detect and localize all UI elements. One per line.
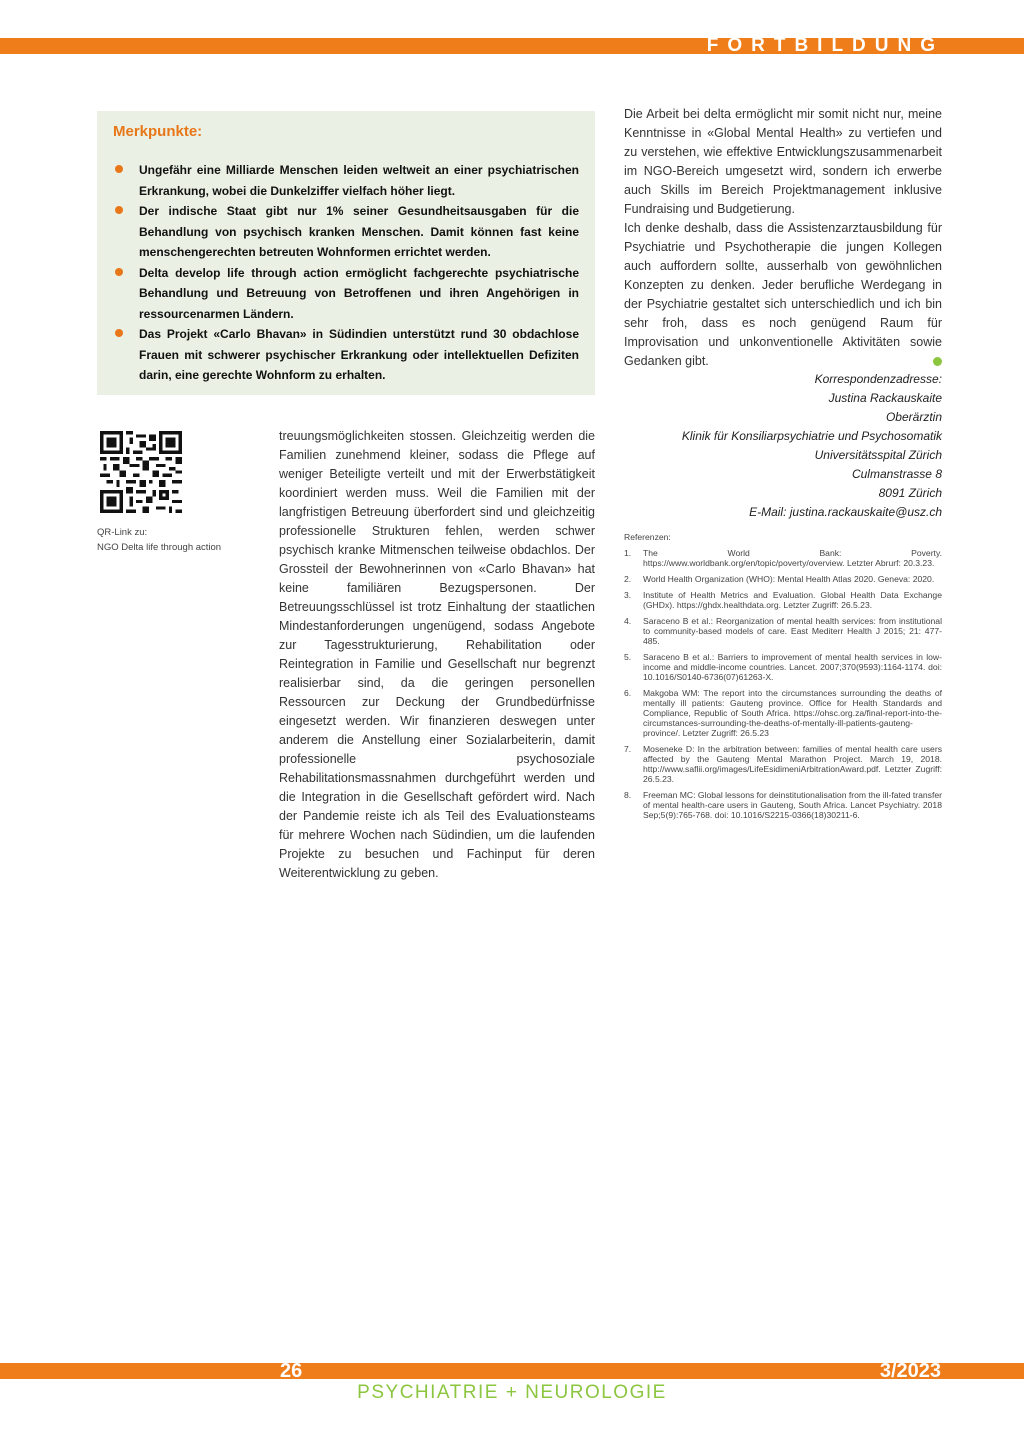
middle-column-text: treuungsmöglichkeiten stossen. Gleichzeitig werden die Familien zunehmend kleiner, sodass die Pflege auf weniger Beteiligte verteilt und mit der Erwerbstätigkeit koordiniert werden muss. Weil die Familien mit der langfristigen Betreuung überfordert sind und gleichzeitig professionelle Strukturen fehlen, werden schwer psychisch kranke Mitmenschen teilweise obdachlos. Der Grossteil der Bewohnerinnen von «Carlo Bhavan» hat keine familiären Bezugspersonen. Der Betreuungsschlüssel ist trotz Einhaltung der staatlichen Mindestanforderungen ungenügend, sodass Angebote zur Tagesstrukturierung, Rehabilitation oder Reintegration in Familie und Gesellschaft nur begrenzt realisierbar sind, da die geringen personellen Ressourcen zur Deckung der Grundbedürfnisse eingesetzt werden. Wir finanzieren deswegen unter anderem die Anstellung einer Sozialarbeiterin, damit professionelle psychosoziale Rehabilitationsmassnahmen durchgeführt werden und die Integration in die Gesellschaft gefördert wird. Nach der Pandemie reiste ich als Teil des Evaluationsteams für mehrere Wochen nach Südindien, um die laufenden Projekte zu besuchen und Fachinput für deren Weiterentwicklung zu geben. — [279, 429, 595, 880]
qr-code-icon[interactable] — [100, 431, 182, 513]
reference-item: 1. The World Bank: Poverty. https://www.worldbank.org/en/topic/poverty/overview. Letzter Abrurf: 20.3.23. — [624, 548, 942, 568]
bullet-icon — [115, 206, 123, 214]
merkpunkte-box — [97, 111, 595, 395]
author-name: Justina Rackauskaite — [828, 391, 942, 405]
references — [624, 532, 942, 826]
qr-caption: QR-Link zu: NGO Delta life through action — [97, 527, 222, 553]
article-end-icon — [933, 357, 942, 366]
list-item: Delta develop life through action ermöglicht fachgerechte psychiatrische Behandlung und Betreuung von Betroffenen und ihren Angehörigen in ressourcenarmen Ländern. — [113, 263, 579, 325]
right-column-text — [624, 105, 942, 371]
hospital: Universitätsspital Zürich — [814, 448, 942, 462]
address-label: Korrespondenzadresse: — [814, 372, 942, 386]
references-list — [624, 548, 942, 820]
reference-item: 6. Makgoba WM: The report into the circumstances surrounding the deaths of mentally ill patients: Gauteng province. Office for Health Standards and Compliance, Republic of South Africa. https://ohsc.org.za/final-report-into-the-circumstances-surrounding-the-deaths-of-mentally-ill-patients-gauteng-province/. Letzter Zugriff: 26.5.23 — [624, 688, 942, 738]
bullet-icon — [115, 329, 123, 337]
city: 8091 Zürich — [878, 486, 942, 500]
email-link[interactable]: E-Mail: justina.rackauskaite@usz.ch — [749, 505, 942, 519]
reference-item: 4. Saraceno B et al.: Reorganization of mental health services: from institutional to community-based models of care. East Mediterr Health J 2015; 21: 477-485. — [624, 616, 942, 646]
references-title: Referenzen: — [624, 532, 671, 542]
clinic: Klinik für Konsiliarpsychiatrie und Psychosomatik — [681, 429, 942, 443]
merkpunkte-title: Merkpunkte: — [113, 123, 203, 140]
paragraph: Die Arbeit bei delta ermöglicht mir somit nicht nur, meine Kenntnisse in «Global Mental Health» zu vertiefen und zu verstehen, wie effektive Entwicklungszusammenarbeit im NGO-Bereich umgesetzt wird, sondern ich erwerbe auch Skills im Bereich Projektmanagement inklusive Fundraising und Budgetierung. — [624, 107, 942, 216]
street: Culmanstrasse 8 — [851, 467, 942, 481]
author-role: Oberärztin — [885, 410, 942, 424]
page-number: 26 — [280, 1360, 303, 1382]
reference-item: 3. Institute of Health Metrics and Evaluation. Global Health Data Exchange (GHDx). https://ghdx.healthdata.org. Letzter Zugriff: 26.5.23. — [624, 590, 942, 610]
correspondence-address — [624, 370, 942, 522]
footer-bar — [0, 1363, 1024, 1379]
list-item: Der indische Staat gibt nur 1% seiner Gesundheitsausgaben für die Behandlung von psychisch kranken Menschen. Damit können fast keine menschengerechten betreuten Wohnformen errichtet werden. — [113, 201, 579, 263]
merkpunkte-list — [113, 160, 579, 386]
paragraph: Ich denke deshalb, dass die Assistenzarztausbildung für Psychiatrie und Psychotherapie die jungen Kollegen auch auffordern sollte, ausserhalb von gewöhnlichen Konzepten zu denken. Jeder berufliche Werdegang in der Psychiatrie gestaltet sich unterschiedlich und ich bin sehr froh, dass es noch genügend Raum für Improvisation und unkonventionelle Aktivitäten sowie Gedanken gibt. — [624, 221, 942, 368]
issue-number: 3/2023 — [879, 1360, 941, 1382]
reference-item: 2. World Health Organization (WHO): Mental Health Atlas 2020. Geneva: 2020. — [624, 574, 935, 584]
reference-item: 7. Moseneke D: In the arbitration between: families of mental health care users affected by the Gauteng Mental Marathon Project. March 19, 2018. http://www.saflii.org/images/LifeEsidimeniArbitrationAward.pdf. Letzter Zugriff: 26.5.23. — [624, 744, 942, 784]
section-label: FORTBILDUNG — [706, 35, 944, 56]
list-item: Das Projekt «Carlo Bhavan» in Südindien unterstützt rund 30 obdachlose Frauen mit schwerer psychischer Erkrankung oder intellektuellen Defiziten darin, eine gerechte Wohnform zu erhalten. — [113, 324, 579, 386]
journal-title: PSYCHIATRIE + NEUROLOGIE — [357, 1382, 667, 1403]
bullet-icon — [115, 165, 123, 173]
reference-item: 5. Saraceno B et al.: Barriers to improvement of mental health services in low-income and middle-income countries. Lancet. 2007;370(9593):1164-1174. doi: 10.1016/S0140-6736(07)61263-X. — [624, 652, 942, 682]
list-item: Ungefähr eine Milliarde Menschen leiden weltweit an einer psychiatrischen Erkrankung, wobei die Dunkelziffer vielfach höher liegt. — [113, 160, 579, 201]
bullet-icon — [115, 268, 123, 276]
reference-item: 8. Freeman MC: Global lessons for deinstitutionalisation from the ill-fated transfer of mental health-care users in Gauteng, South Africa. Lancet Psychiatry. 2018 Sep;5(9):765-768. doi: 10.1016/S2215-0366(18)30211-6. — [624, 790, 943, 820]
